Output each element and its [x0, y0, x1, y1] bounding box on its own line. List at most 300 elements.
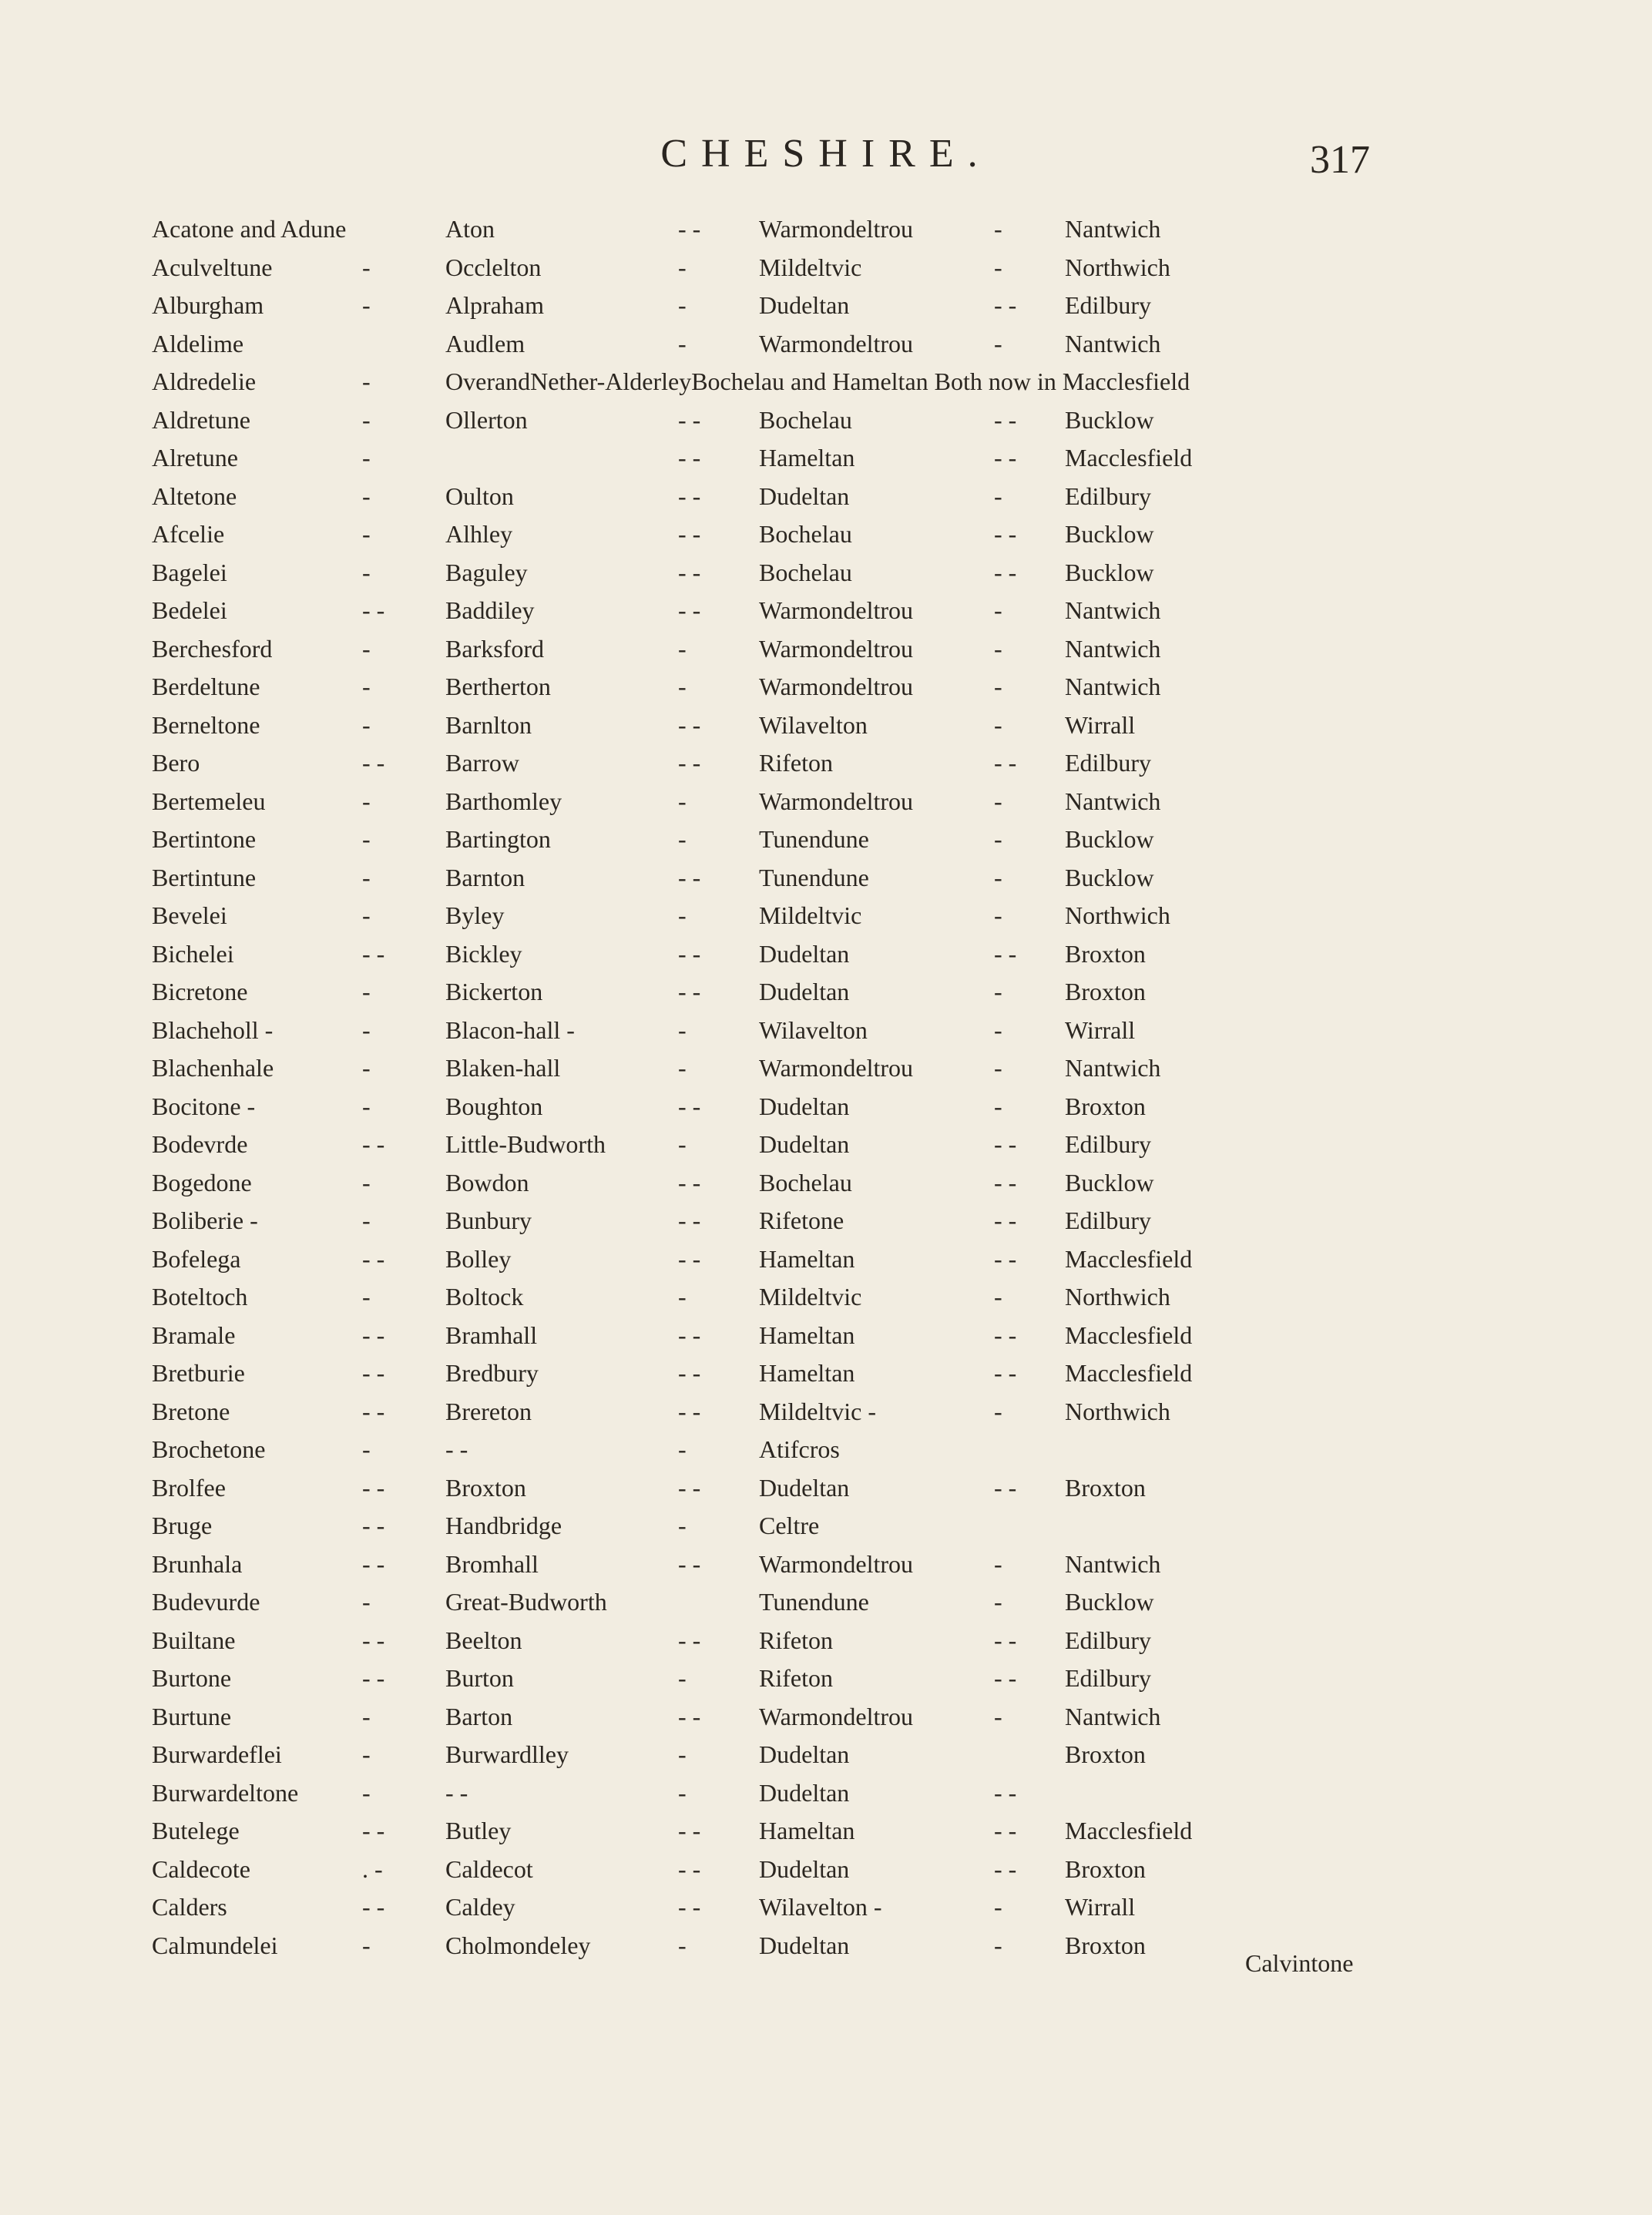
domesday-name: Burwardeltone	[152, 1778, 299, 1807]
domesday-name: Berdeltune	[152, 673, 260, 700]
domesday-name: Calders	[152, 1893, 227, 1921]
leader-dash: -	[994, 1702, 1002, 1730]
present-hundred: Wirrall	[1065, 1015, 1136, 1044]
leader-dash: -	[362, 291, 371, 319]
modern-name: - -	[445, 1778, 468, 1807]
present-hundred: Nantwich	[1065, 329, 1161, 357]
leader-dash: -	[362, 367, 371, 395]
modern-name: Aton	[445, 215, 495, 243]
modern-name: Little-Budworth	[445, 1130, 606, 1158]
table-row	[0, 1888, 1652, 1926]
modern-name: OverandNether-AlderleyBochelau and Hameltan Both now in Macclesfield	[445, 367, 1190, 395]
table-row	[0, 1468, 1652, 1507]
modern-name: Caldey	[445, 1893, 515, 1921]
present-hundred: Bucklow	[1065, 1588, 1154, 1616]
domesday-name: Aldretune	[152, 405, 250, 434]
leader-dash: -	[994, 787, 1002, 815]
table-row	[0, 706, 1652, 744]
leader-dash: -	[678, 825, 687, 853]
present-hundred: Broxton	[1065, 1854, 1146, 1883]
present-hundred: Bucklow	[1065, 520, 1154, 548]
leader-dash: -	[994, 825, 1002, 853]
leader-dash: - -	[994, 1778, 1017, 1807]
domesday-name: Berneltone	[152, 710, 260, 739]
table-row	[0, 1240, 1652, 1278]
domesday-name: Aldelime	[152, 329, 244, 357]
domesday-name: Caldecote	[152, 1854, 250, 1883]
domesday-name: Calmundelei	[152, 1931, 278, 1959]
modern-name: Barnton	[445, 863, 525, 891]
modern-name: Bunbury	[445, 1207, 532, 1234]
modern-name: Alhley	[445, 520, 513, 548]
modern-name: Baguley	[445, 558, 528, 586]
domesday-hundred: Wilavelton	[759, 1015, 868, 1044]
modern-name: Broxton	[445, 1473, 526, 1502]
present-hundred: Bucklow	[1065, 558, 1154, 586]
domesday-name: Bocitone -	[152, 1092, 256, 1120]
leader-dash: - -	[678, 863, 701, 891]
domesday-hundred: Atifcros	[759, 1435, 840, 1463]
modern-name: Baddiley	[445, 596, 535, 624]
leader-dash: - -	[678, 1473, 701, 1502]
present-hundred: Northwich	[1065, 901, 1170, 929]
domesday-name: Bretburie	[152, 1359, 245, 1387]
leader-dash: -	[362, 1283, 371, 1311]
domesday-name: Bodevrde	[152, 1130, 248, 1158]
leader-dash: - -	[678, 1244, 701, 1273]
domesday-hundred: Celtre	[759, 1512, 820, 1539]
domesday-name: Boliberie -	[152, 1207, 258, 1234]
leader-dash: - -	[678, 1854, 701, 1883]
domesday-name: Builtane	[152, 1626, 236, 1654]
leader-dash: - -	[678, 444, 701, 472]
domesday-hundred: Warmondeltrou	[759, 1549, 914, 1578]
leader-dash: - -	[362, 1321, 385, 1349]
leader-dash: . -	[362, 1854, 383, 1883]
leader-dash: -	[678, 1015, 687, 1044]
leader-dash: -	[994, 1054, 1002, 1082]
page-title: CHESHIRE.	[660, 132, 992, 176]
domesday-name: Bagelei	[152, 558, 227, 586]
leader-dash: -	[994, 1588, 1002, 1616]
modern-name: Bredbury	[445, 1359, 539, 1387]
domesday-hundred: Bochelau	[759, 558, 852, 586]
leader-dash: -	[678, 634, 687, 663]
present-hundred: Macclesfield	[1065, 1817, 1193, 1844]
catchword: Calvintone	[1245, 1949, 1354, 1977]
leader-dash: -	[678, 1664, 687, 1692]
leader-dash: - -	[994, 1244, 1017, 1273]
domesday-hundred: Dudeltan	[759, 482, 850, 510]
present-hundred: Broxton	[1065, 978, 1146, 1005]
leader-dash: -	[362, 1588, 371, 1616]
leader-dash: - -	[994, 1854, 1017, 1883]
table-row	[0, 210, 1652, 248]
modern-name: Butley	[445, 1817, 512, 1844]
domesday-name: Afcelie	[152, 520, 225, 548]
table-row	[0, 1087, 1652, 1126]
domesday-hundred: Warmondeltrou	[759, 634, 914, 663]
leader-dash: - -	[994, 291, 1017, 319]
leader-dash: -	[994, 596, 1002, 624]
modern-name: Burwardlley	[445, 1740, 569, 1768]
leader-dash: - -	[678, 405, 701, 434]
modern-name: Brereton	[445, 1397, 532, 1425]
table-row	[0, 362, 1652, 401]
table-row	[0, 629, 1652, 668]
modern-name: Audlem	[445, 329, 525, 357]
leader-dash: -	[362, 253, 371, 281]
table-row	[0, 972, 1652, 1011]
modern-name: Burton	[445, 1664, 514, 1692]
domesday-hundred: Mildeltvic	[759, 253, 862, 281]
present-hundred: Broxton	[1065, 1931, 1146, 1959]
leader-dash: - -	[678, 1817, 701, 1844]
leader-dash: - -	[362, 1359, 385, 1387]
leader-dash: - -	[678, 558, 701, 586]
leader-dash: -	[362, 1740, 371, 1768]
domesday-hundred: Dudeltan	[759, 1854, 850, 1883]
leader-dash: -	[678, 1283, 687, 1311]
table-row	[0, 1850, 1652, 1888]
table-row	[0, 591, 1652, 629]
modern-name: Boltock	[445, 1283, 524, 1311]
modern-name: Blacon-hall -	[445, 1015, 575, 1044]
leader-dash: -	[362, 1435, 371, 1463]
leader-dash: -	[678, 291, 687, 319]
leader-dash: - -	[362, 1549, 385, 1578]
domesday-name: Berchesford	[152, 634, 273, 663]
leader-dash: -	[362, 978, 371, 1005]
domesday-name: Brolfee	[152, 1473, 226, 1502]
leader-dash: - -	[362, 1130, 385, 1158]
domesday-hundred: Hameltan	[759, 1321, 855, 1349]
leader-dash: -	[362, 444, 371, 472]
domesday-name: Butelege	[152, 1817, 240, 1844]
table-row	[0, 1545, 1652, 1583]
leader-dash: - -	[678, 596, 701, 624]
domesday-hundred: Dudeltan	[759, 1778, 850, 1807]
present-hundred: Broxton	[1065, 1740, 1146, 1768]
modern-name: Bickley	[445, 939, 522, 968]
leader-dash: - -	[362, 939, 385, 968]
leader-dash: -	[362, 1092, 371, 1120]
leader-dash: - -	[678, 978, 701, 1005]
modern-name: Blaken-hall	[445, 1054, 561, 1082]
table-row	[0, 1659, 1652, 1697]
domesday-name: Bertintune	[152, 863, 257, 891]
domesday-name: Alburgham	[152, 291, 264, 319]
leader-dash: - -	[678, 939, 701, 968]
domesday-hundred: Warmondeltrou	[759, 596, 914, 624]
leader-dash: - -	[994, 1168, 1017, 1196]
domesday-name: Bofelega	[152, 1244, 241, 1273]
table-row	[0, 286, 1652, 324]
domesday-hundred: Tunendune	[759, 825, 869, 853]
domesday-hundred: Warmondeltrou	[759, 787, 914, 815]
leader-dash: -	[362, 1054, 371, 1082]
domesday-name: Aculveltune	[152, 253, 273, 281]
domesday-name: Bogedone	[152, 1168, 252, 1196]
domesday-name: Burtone	[152, 1664, 232, 1692]
modern-name: Handbridge	[445, 1512, 562, 1539]
domesday-name: Blacheholl -	[152, 1015, 274, 1044]
table-row	[0, 1697, 1652, 1736]
modern-name: - -	[445, 1435, 468, 1463]
leader-dash: -	[994, 482, 1002, 510]
table-row	[0, 820, 1652, 858]
domesday-name: Alretune	[152, 444, 238, 472]
domesday-hundred: Mildeltvic	[759, 1283, 862, 1311]
table-row	[0, 1125, 1652, 1163]
domesday-hundred: Warmondeltrou	[759, 215, 914, 243]
table-row	[0, 248, 1652, 287]
leader-dash: -	[362, 710, 371, 739]
present-hundred: Nantwich	[1065, 1702, 1161, 1730]
modern-name: Bowdon	[445, 1168, 529, 1196]
table-row	[0, 1049, 1652, 1087]
leader-dash: -	[362, 520, 371, 548]
domesday-hundred: Mildeltvic	[759, 901, 862, 929]
table-row	[0, 1163, 1652, 1202]
leader-dash: -	[362, 825, 371, 853]
table-row	[0, 1774, 1652, 1812]
leader-dash: -	[678, 901, 687, 929]
leader-dash: - -	[362, 1893, 385, 1921]
leader-dash: -	[362, 1168, 371, 1196]
domesday-hundred: Warmondeltrou	[759, 1054, 914, 1082]
leader-dash: - -	[994, 1130, 1017, 1158]
domesday-name: Bevelei	[152, 901, 227, 929]
leader-dash: -	[362, 787, 371, 815]
domesday-hundred: Warmondeltrou	[759, 329, 914, 357]
present-hundred: Edilbury	[1065, 1130, 1151, 1158]
leader-dash: -	[994, 1931, 1002, 1959]
domesday-name: Brochetone	[152, 1435, 266, 1463]
modern-name: Cholmondeley	[445, 1931, 591, 1959]
present-hundred: Macclesfield	[1065, 1359, 1193, 1387]
leader-dash: -	[994, 215, 1002, 243]
leader-dash: - -	[678, 749, 701, 777]
present-hundred: Northwich	[1065, 1397, 1170, 1425]
table-row	[0, 1201, 1652, 1240]
domesday-name: Bertemeleu	[152, 787, 266, 815]
domesday-hundred: Warmondeltrou	[759, 673, 914, 700]
modern-name: Caldecot	[445, 1854, 533, 1883]
leader-dash: -	[362, 863, 371, 891]
domesday-hundred: Dudeltan	[759, 1740, 850, 1768]
domesday-hundred: Rifeton	[759, 749, 833, 777]
leader-dash: -	[994, 253, 1002, 281]
present-hundred: Bucklow	[1065, 1168, 1154, 1196]
modern-name: Bolley	[445, 1244, 512, 1273]
leader-dash: - -	[678, 1893, 701, 1921]
present-hundred: Macclesfield	[1065, 1244, 1193, 1273]
present-hundred: Broxton	[1065, 1092, 1146, 1120]
table-row	[0, 667, 1652, 706]
leader-dash: -	[994, 1397, 1002, 1425]
domesday-name: Bramale	[152, 1321, 236, 1349]
table-row	[0, 782, 1652, 821]
domesday-name: Burwardeflei	[152, 1740, 282, 1768]
leader-dash: - -	[994, 1473, 1017, 1502]
table-row	[0, 1621, 1652, 1660]
leader-dash: - -	[678, 520, 701, 548]
domesday-name: Boteltoch	[152, 1283, 248, 1311]
domesday-hundred: Warmondeltrou	[759, 1702, 914, 1730]
leader-dash: - -	[362, 1244, 385, 1273]
present-hundred: Bucklow	[1065, 405, 1154, 434]
present-hundred: Nantwich	[1065, 787, 1161, 815]
leader-dash: - -	[362, 1664, 385, 1692]
present-hundred: Edilbury	[1065, 1664, 1151, 1692]
domesday-hundred: Dudeltan	[759, 1473, 850, 1502]
modern-name: Barnlton	[445, 710, 532, 739]
present-hundred: Wirrall	[1065, 710, 1136, 739]
leader-dash: -	[362, 1702, 371, 1730]
table-row	[0, 1735, 1652, 1774]
leader-dash: -	[362, 1207, 371, 1234]
present-hundred: Edilbury	[1065, 1207, 1151, 1234]
modern-name: Alpraham	[445, 291, 544, 319]
table-row	[0, 553, 1652, 592]
domesday-name: Aldredelie	[152, 367, 257, 395]
leader-dash: -	[994, 1015, 1002, 1044]
leader-dash: - -	[994, 444, 1017, 472]
domesday-hundred: Dudeltan	[759, 1931, 850, 1959]
modern-name: Bertherton	[445, 673, 551, 700]
table-row	[0, 743, 1652, 782]
leader-dash: -	[994, 329, 1002, 357]
leader-dash: -	[362, 634, 371, 663]
table-row	[0, 324, 1652, 363]
domesday-hundred: Rifeton	[759, 1664, 833, 1692]
present-hundred: Nantwich	[1065, 634, 1161, 663]
domesday-hundred: Hameltan	[759, 1244, 855, 1273]
leader-dash: -	[678, 1054, 687, 1082]
domesday-hundred: Wilavelton	[759, 710, 868, 739]
domesday-name: Burtune	[152, 1702, 232, 1730]
leader-dash: -	[994, 901, 1002, 929]
leader-dash: -	[678, 673, 687, 700]
domesday-hundred: Wilavelton -	[759, 1893, 882, 1921]
present-hundred: Bucklow	[1065, 825, 1154, 853]
leader-dash: - -	[678, 1092, 701, 1120]
modern-name: Barton	[445, 1702, 513, 1730]
leader-dash: - -	[678, 1626, 701, 1654]
leader-dash: -	[678, 1130, 687, 1158]
domesday-name: Bertintone	[152, 825, 257, 853]
table-row	[0, 401, 1652, 439]
leader-dash: -	[678, 1931, 687, 1959]
leader-dash: - -	[362, 1397, 385, 1425]
table-row	[0, 515, 1652, 553]
modern-name: Barthomley	[445, 787, 562, 815]
domesday-name: Bichelei	[152, 939, 234, 968]
domesday-hundred: Bochelau	[759, 520, 852, 548]
leader-dash: -	[362, 673, 371, 700]
domesday-name: Blachenhale	[152, 1054, 274, 1082]
leader-dash: -	[362, 558, 371, 586]
domesday-hundred: Dudeltan	[759, 939, 850, 968]
leader-dash: - -	[362, 1626, 385, 1654]
table-row	[0, 1926, 1652, 1965]
leader-dash: -	[678, 1435, 687, 1463]
domesday-hundred: Dudeltan	[759, 1092, 850, 1120]
leader-dash: -	[362, 482, 371, 510]
leader-dash: - -	[678, 1397, 701, 1425]
present-hundred: Nantwich	[1065, 215, 1161, 243]
modern-name: Oulton	[445, 482, 514, 510]
domesday-hundred: Dudeltan	[759, 978, 850, 1005]
leader-dash: - -	[362, 1512, 385, 1539]
leader-dash: - -	[678, 1702, 701, 1730]
domesday-hundred: Bochelau	[759, 1168, 852, 1196]
leader-dash: -	[362, 1778, 371, 1807]
leader-dash: - -	[994, 939, 1017, 968]
leader-dash: -	[678, 1740, 687, 1768]
domesday-hundred: Tunendune	[759, 1588, 869, 1616]
leader-dash: -	[994, 1092, 1002, 1120]
domesday-hundred: Hameltan	[759, 444, 855, 472]
leader-dash: - -	[994, 405, 1017, 434]
leader-dash: - -	[678, 1168, 701, 1196]
leader-dash: -	[362, 901, 371, 929]
table-row	[0, 1506, 1652, 1545]
leader-dash: -	[362, 1015, 371, 1044]
leader-dash: - -	[362, 1817, 385, 1844]
leader-dash: - -	[994, 1321, 1017, 1349]
modern-name: Occlelton	[445, 253, 542, 281]
leader-dash: -	[678, 1512, 687, 1539]
domesday-hundred: Dudeltan	[759, 1130, 850, 1158]
leader-dash: - -	[994, 1817, 1017, 1844]
present-hundred: Bucklow	[1065, 863, 1154, 891]
domesday-hundred: Hameltan	[759, 1359, 855, 1387]
leader-dash: - -	[678, 1207, 701, 1234]
leader-dash: -	[678, 253, 687, 281]
table-row	[0, 1430, 1652, 1468]
leader-dash: - -	[678, 1549, 701, 1578]
present-hundred: Wirrall	[1065, 1893, 1136, 1921]
present-hundred: Nantwich	[1065, 596, 1161, 624]
domesday-name: Bedelei	[152, 596, 227, 624]
modern-name: Beelton	[445, 1626, 522, 1654]
present-hundred: Broxton	[1065, 1473, 1146, 1502]
present-hundred: Northwich	[1065, 253, 1170, 281]
domesday-name: Bretone	[152, 1397, 230, 1425]
leader-dash: - -	[678, 710, 701, 739]
leader-dash: -	[678, 329, 687, 357]
leader-dash: -	[994, 710, 1002, 739]
leader-dash: - -	[362, 1473, 385, 1502]
present-hundred: Edilbury	[1065, 482, 1151, 510]
present-hundred: Nantwich	[1065, 1549, 1161, 1578]
leader-dash: - -	[362, 749, 385, 777]
leader-dash: - -	[994, 749, 1017, 777]
table-row	[0, 858, 1652, 897]
leader-dash: -	[994, 863, 1002, 891]
modern-name: Bramhall	[445, 1321, 538, 1349]
table-row	[0, 896, 1652, 935]
present-hundred: Broxton	[1065, 939, 1146, 968]
domesday-name: Bruge	[152, 1512, 213, 1539]
modern-name: Bickerton	[445, 978, 543, 1005]
table-row	[0, 438, 1652, 477]
domesday-hundred: Tunendune	[759, 863, 869, 891]
leader-dash: - -	[994, 1359, 1017, 1387]
modern-name: Byley	[445, 901, 505, 929]
